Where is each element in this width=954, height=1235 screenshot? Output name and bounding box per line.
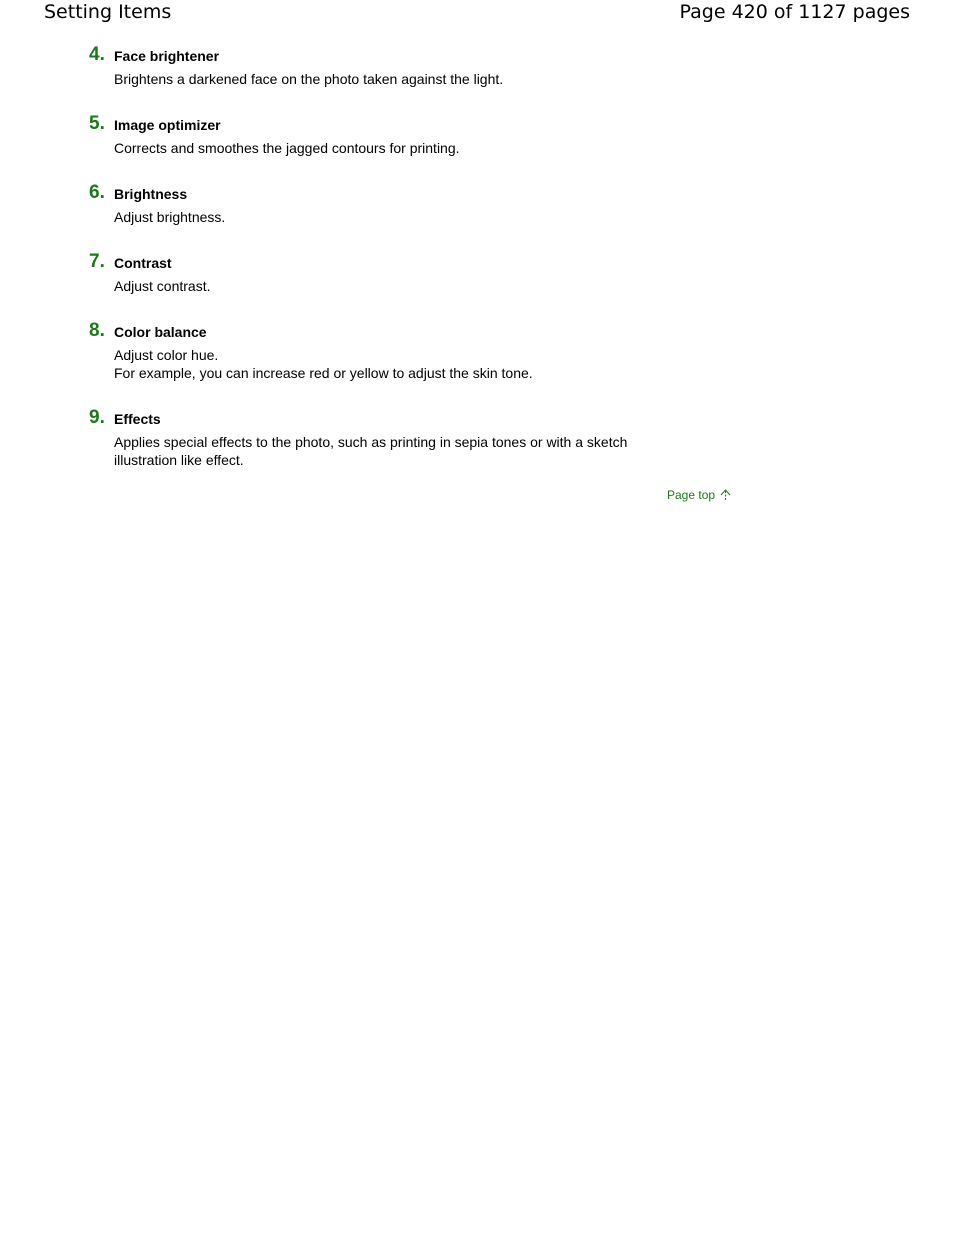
- description-line: Adjust contrast.: [114, 278, 211, 294]
- description-line: Applies special effects to the photo, such as printing in sepia tones or with a sketch illustration like effect.: [114, 434, 628, 468]
- item-number: 5.: [89, 113, 105, 134]
- item-heading: Face brightener: [114, 48, 220, 64]
- description-line: Brightens a darkened face on the photo taken against the light.: [114, 71, 504, 87]
- item-number: 6.: [89, 182, 105, 203]
- item-description: [114, 347, 644, 382]
- item-number: 8.: [89, 320, 105, 341]
- item-number: 7.: [89, 251, 105, 272]
- page-top-label: Page top: [667, 488, 716, 502]
- item-description: [114, 71, 644, 89]
- item-heading: Contrast: [114, 255, 172, 271]
- page-header: [0, 0, 954, 26]
- item-heading: Brightness: [114, 186, 188, 202]
- page-top-link[interactable]: [667, 487, 731, 503]
- description-line: For example, you can increase red or yellow to adjust the skin tone.: [114, 364, 533, 381]
- item-description: [114, 209, 644, 227]
- document-title: Setting Items: [44, 1, 172, 23]
- item-heading: Color balance: [114, 324, 207, 340]
- item-number: 4.: [89, 44, 105, 65]
- arrow-up-icon: [720, 489, 731, 501]
- item-heading: Image optimizer: [114, 117, 221, 133]
- item-heading: Effects: [114, 411, 161, 427]
- page-counter: Page 420 of 1127 pages: [679, 1, 910, 23]
- item-number: 9.: [89, 407, 105, 428]
- item-description: [114, 278, 644, 296]
- description-line: Adjust brightness.: [114, 209, 226, 225]
- item-description: [114, 434, 644, 469]
- item-description: [114, 140, 644, 158]
- description-line: Adjust color hue.: [114, 347, 219, 363]
- description-line: Corrects and smoothes the jagged contours for printing.: [114, 140, 460, 156]
